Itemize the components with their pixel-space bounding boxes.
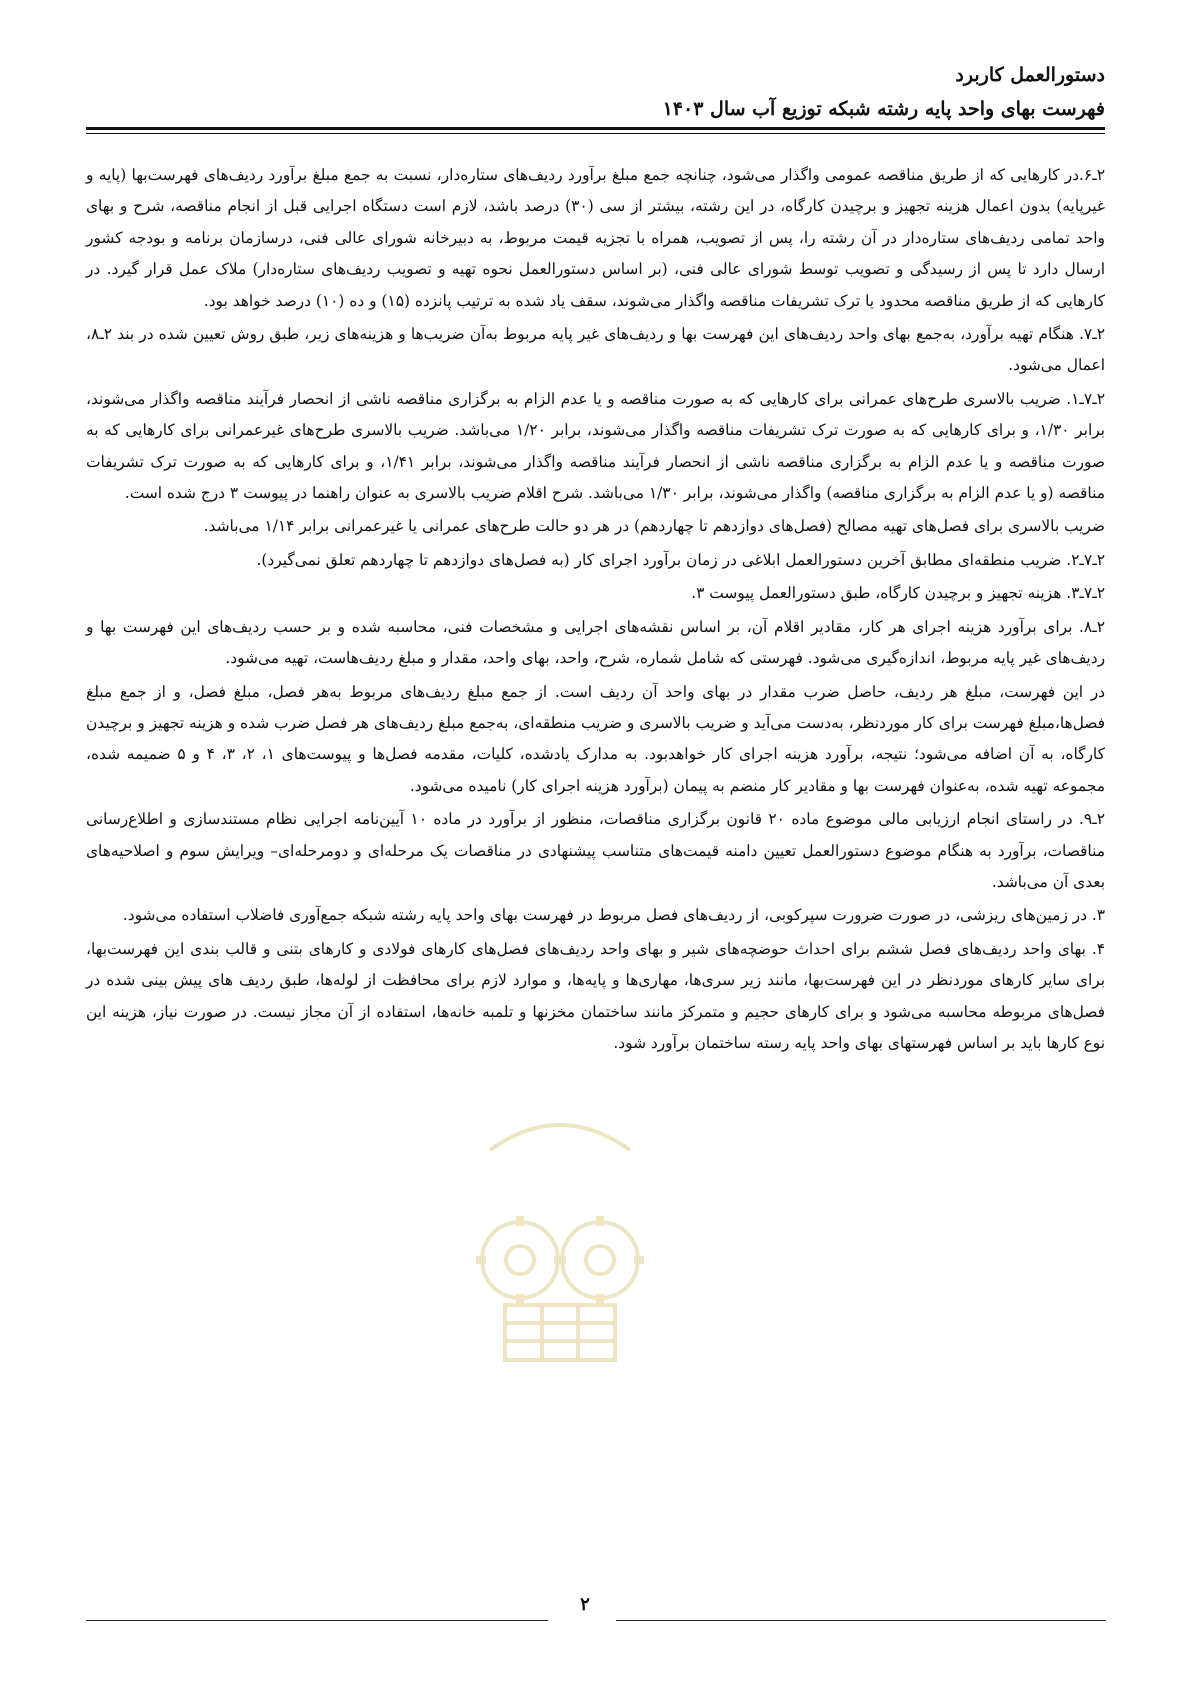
footer-rule-right <box>616 1620 1106 1621</box>
document-header <box>86 58 1105 126</box>
paragraph-2-7: ۲ـ۷. هنگام تهیه برآورد، به‌جمع بهای واحد ردیف‌های این فهرست بها و ردیف‌های غیر پایه مربوط به‌آن ضریب‌ها و هزینه‌های زیر، طبق روش تعیین شده در بند ۲ـ۸، اعمال می‌شود. <box>86 325 1105 375</box>
page-number: ۲ <box>580 1594 590 1615</box>
header-subtitle: فهرست بهای واحد پایه رشته شبکه توزیع آب سال ۱۴۰۳ <box>662 98 1105 120</box>
footer-rule-left <box>86 1620 548 1621</box>
paragraph-2-8: ۲ـ۸. برای برآورد هزینه اجرای هر کار، مقادیر اقلام آن، بر اساس نقشه‌های اجرایی و مشخصات فنی، محاسبه شده و بر حسب ردیف‌های این فهرست بها و ردیف‌های غیر پایه مربوط، اندازه‌گیری می‌شود. فهرستی که شامل شماره، شرح، واحد، بهای واحد، مقدار و مبلغ ردیف‌هاست، تهیه می‌شود. <box>86 617 1105 668</box>
paragraph-overhead-materials: ضریب بالاسری برای فصل‌های تهیه مصالح (فصل‌های دوازدهم تا چهاردهم) در هر دو حالت طرح‌های عمرانی یا غیرعمرانی برابر ۱/۱۴ می‌باشد. <box>203 517 1105 536</box>
paragraph-2-7-2: ۲ـ۷ـ۲. ضریب منطقه‌ای مطابق آخرین دستورالعمل ابلاغی در زمان برآورد اجرای کار (به فصل‌های دوازدهم تا چهاردهم تعلق نمی‌گیرد). <box>256 550 1105 569</box>
header-rule-thin <box>86 133 1105 134</box>
paragraph-2-7-3: ۲ـ۷ـ۳. هزینه تجهیز و برچیدن کارگاه، طبق دستورالعمل پیوست ۳. <box>691 584 1105 603</box>
paragraph-2-6: ۲ـ۶.در کارهایی که از طریق مناقصه عمومی واگذار می‌شود، چنانچه جمع مبلغ برآورد ردیف‌های ستاره‌دار، نسبت به جمع مبلغ برآورد ردیف‌های فهرست‌بها (پایه و غیرپایه) بدون اعمال هزینه تجهیز و برچیدن کارگاه، در این رشته، بیشتر از سی (۳۰) درصد باشد، لازم است دستگاه اجرایی قبل از انجام مناقصه، شرح و بهای واحد تمامی ردیف‌های ستاره‌دار در آن رشته را، پس از تصویب، همراه با تجزیه قیمت مربوط، به دبیرخانه شورای عالی فنی، درسازمان برنامه و بودجه کشور ارسال دارد تا پس از رسیدگی و تصویب توسط شورای عالی فنی، (بر اساس دستورالعمل نحوه تهیه و تصویب ردیف‌های ستاره‌دار) ملاک عمل قرار گیرد. در کارهایی که از طریق مناقصه محدود یا ترک تشریفات مناقصه واگذار می‌شوند، سقف یاد شده به ترتیب پانزده (۱۵) و ده (۱۰) درصد خواهد بود. <box>86 166 1105 310</box>
watermark-logo <box>450 1110 670 1370</box>
paragraph-3: ۳. در زمین‌های ریزشی، در صورت ضرورت سپرکوبی، از ردیف‌های فصل مربوط در فهرست بهای واحد پایه رشته شبکه جمع‌آوری فاضلاب استفاده می‌شود. <box>122 906 1105 925</box>
document-body <box>86 160 1105 1061</box>
header-title: دستورالعمل کاربرد <box>955 64 1105 86</box>
header-rule-thick <box>86 127 1105 130</box>
paragraph-2-9: ۲ـ۹. در راستای انجام ارزیابی مالی موضوع ماده ۲۰ قانون برگزاری مناقصات، منظور از برآورد در ماده ۱۰ آیین‌نامه اجرایی نظام مستندسازی و اطلاع‌رسانی مناقصات، برآورد به هنگام موضوع دستورالعمل تعیین دامنه قیمت‌های متناسب پیشنهادی در مناقصات یک مرحله‌ای و دومرحله‌ای– ویرایش سوم و اصلاحیه‌های بعدی آن می‌باشد. <box>86 810 1105 891</box>
paragraph-4: ۴. بهای واحد ردیف‌های فصل ششم برای احداث حوضچه‌های شیر و بهای واحد ردیف‌های فصل‌های کارهای فولادی و کارهای بتنی و قالب بندی این فهرست‌بها، برای سایر کارهای موردنظر در این فهرست‌بها، مانند زیر سری‌ها، مهاری‌ها و پایه‌ها، و موارد لازم برای محافظت از لوله‌ها، طبق ردیف های پیش بینی شده در فصل‌های مربوطه محاسبه می‌شود و برای کارهای حجیم و متمرکز مانند ساختمان مخزنها و تلمبه خانه‌ها، استفاده از آن مجاز نیست. در صورت نیاز، هزینه این نوع کارها باید بر اساس فهرستهای بهای واحد پایه رسته ساختمان برآورد شود. <box>86 939 1105 1052</box>
paragraph-2-7-1: ۲ـ۷ـ۱. ضریب بالاسری طرح‌های عمرانی برای کارهایی که به صورت مناقصه و یا عدم الزام به برگزاری مناقصه ناشی از انحصار فرآیند مناقصه واگذار می‌شوند، برابر ۱/۳۰، و برای کارهایی که به صورت ترک تشریفات مناقصه واگذار می‌شوند، برابر ۱/۲۰ می‌باشد. ضریب بالاسری طرح‌های غیرعمرانی برای کارهایی که به صورت مناقصه و یا عدم الزام به برگزاری مناقصه ناشی از انحصار فرآیند مناقصه واگذار می‌شوند، برابر ۱/۴۱، و برای کارهایی که به صورت ترک تشریفات مناقصه (و یا عدم الزام به برگزاری مناقصه) واگذار می‌شوند، برابر ۱/۳۰ می‌باشد. شرح اقلام ضریب بالاسری به عنوان راهنما در پیوست ۳ درج شده است. <box>86 389 1105 503</box>
paragraph-2-8-continued: در این فهرست، مبلغ هر ردیف، حاصل ضرب مقدار در بهای واحد آن ردیف است. از جمع مبلغ ردیف‌های مربوط به‌هر فصل، مبلغ فصل، و از جمع مبلغ فصل‌ها،مبلغ فهرست برای کار موردنظر، به‌دست می‌آید و ضریب بالاسری و ضریب منطقه‌ای، به‌جمع مبلغ ردیف‌های هر فصل ضرب شده و هزینه تجهیز و برچیدن کارگاه، به آن اضافه می‌شود؛ نتیجه، برآورد هزینه اجرای کار خواهدبود. به مدارک یادشده، کلیات، مقدمه فصل‌ها و پیوست‌های ۱، ۲، ۳، ۴ و ۵ ضمیمه شده، مجموعه تهیه شده، به‌عنوان فهرست بها و مقادیر کار منضم به پیمان (برآورد هزینه اجرای کار) نامیده می‌شود. <box>86 682 1105 795</box>
